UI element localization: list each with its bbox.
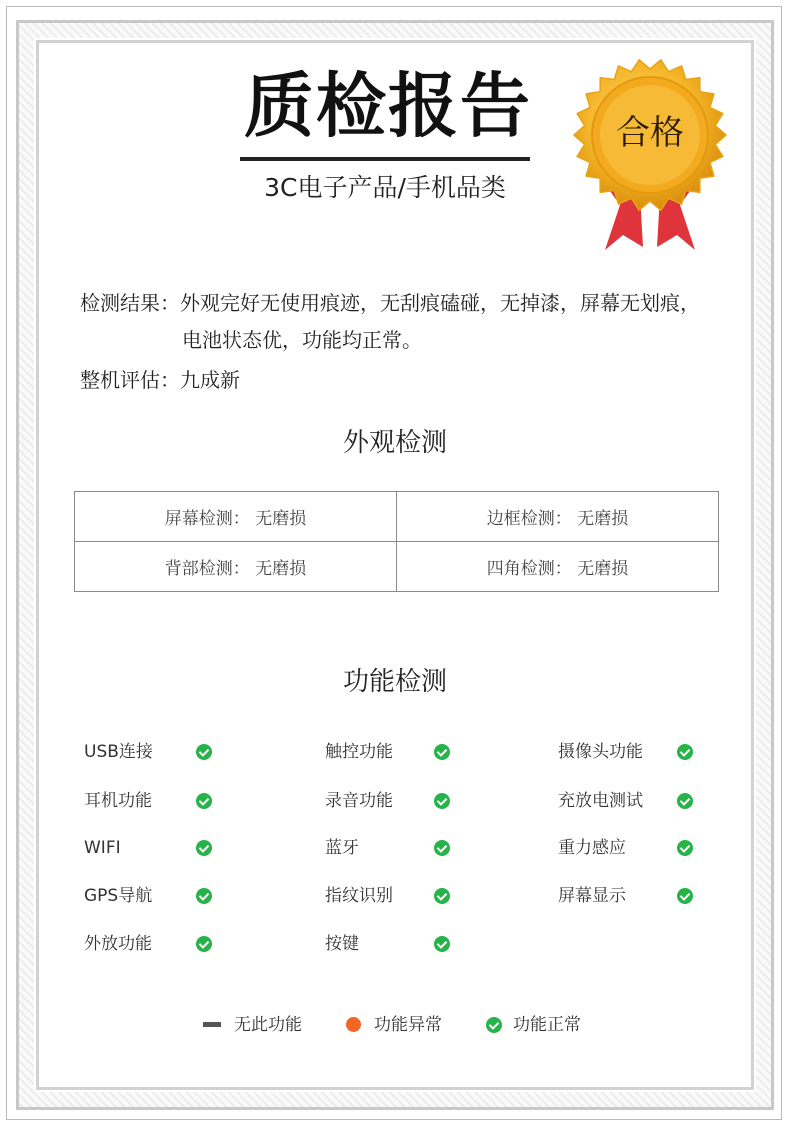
function-item: 耳机功能 [84,791,152,811]
report-title: 质检报告 [244,65,532,147]
check-icon [196,936,212,952]
legend-normal: 功能正常 [513,1015,581,1035]
check-icon [434,936,450,952]
table-cell: 屏幕检测： 无磨损 [75,492,397,542]
function-title: 功能检测 [342,667,447,697]
legend-none: 无此功能 [234,1015,302,1035]
function-item: 按键 [325,934,359,954]
function-item: USB连接 [84,742,153,762]
check-icon [434,744,450,760]
badge-seal-icon [565,55,735,260]
function-item: 重力感应 [558,838,626,858]
badge-label: 合格 [616,113,684,153]
check-icon [196,744,212,760]
result-line1: 外观完好无使用痕迹，无刮痕磕碰，无掉漆，屏幕无划痕， [180,291,700,315]
result-label: 检测结果： [80,291,180,315]
check-icon [677,744,693,760]
table-cell: 边框检测： 无磨损 [397,492,719,542]
function-item: GPS导航 [84,886,153,906]
table-row [75,492,719,542]
function-item: 屏幕显示 [558,886,626,906]
check-icon [196,793,212,809]
orange-dot-icon [346,1017,361,1032]
check-icon [434,793,450,809]
check-icon [196,840,212,856]
function-item: 外放功能 [84,934,152,954]
result-line2: 电池状态优，功能均正常。 [182,328,422,352]
check-icon [486,1017,502,1033]
evaluation-value: 九成新 [180,368,240,392]
function-item: 摄像头功能 [558,742,643,762]
check-icon [677,793,693,809]
legend-abnormal: 功能异常 [374,1015,442,1035]
result-row [80,289,700,317]
table-cell: 四角检测： 无磨损 [397,542,719,592]
report-subtitle: 3C电子产品/手机品类 [264,173,506,202]
table-row [75,542,719,592]
check-icon [434,840,450,856]
check-icon [677,840,693,856]
function-item: 充放电测试 [558,791,643,811]
check-icon [196,888,212,904]
check-icon [677,888,693,904]
function-item: 触控功能 [325,742,393,762]
evaluation-row [80,366,240,394]
function-item: 蓝牙 [325,838,359,858]
dash-icon [203,1022,221,1027]
function-item: 指纹识别 [325,886,393,906]
function-item: 录音功能 [325,791,393,811]
function-item: WIFI [84,838,121,858]
check-icon [434,888,450,904]
evaluation-label: 整机评估： [80,368,180,392]
table-cell: 背部检测： 无磨损 [75,542,397,592]
qualified-badge [565,55,735,260]
appearance-table [74,491,719,592]
appearance-title: 外观检测 [342,428,447,458]
title-divider [240,157,530,161]
